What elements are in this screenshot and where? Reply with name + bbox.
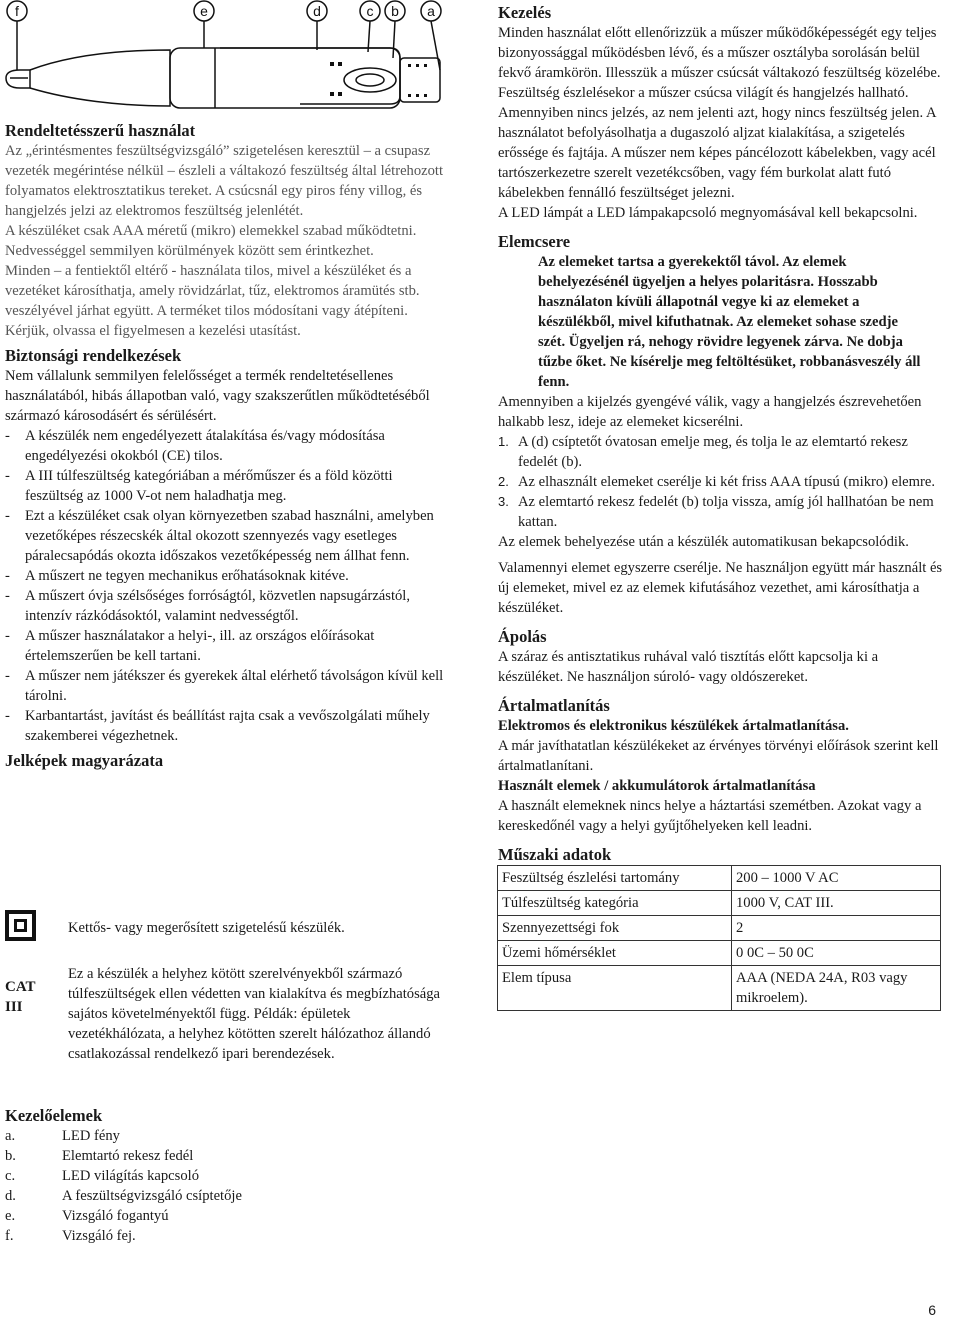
list-item: b. Elemtartó rekesz fedél [5,1148,194,1164]
list-item: d. A feszültségvizsgáló csíptetője [5,1188,242,1204]
page-number: 6 [928,1302,936,1318]
list-item: - A III túlfeszültség kategóriában a mérőműszer és a föld közötti feszültség az 1000 V-ot nem haladhatja meg. [5,468,393,504]
list-item: 2. Az elhasznált elemeket cserélje ki két friss AAA típusú (mikro) elemre. [498,474,935,490]
list-item: - A készülék nem engedélyezett átalakítása és/vagy módosítása engedélyezési okokból (CE) tilos. [5,428,385,464]
diagram-label-e: e [200,3,208,19]
safety-heading: Biztonsági rendelkezések [5,346,182,365]
table-row: Üzemi hőmérséklet 0 0C – 50 0C [498,941,941,966]
diagram-label-d: d [313,3,321,19]
table-row: Feszültség észlelési tartomány 200 – 1000 V AC [498,866,941,891]
double-insulation-text: Kettős- vagy megerősített szigetelésű készülék. [68,920,345,936]
intended-use-heading: Rendeltetésszerű használat [5,121,196,140]
diagram-label-f: f [15,3,19,19]
operation-p1: Minden használat előtt ellenőrizzük a műszer működőképességét egy teljes bizonyossággal működésben lévő, és a műszer osztályba sorolásán belül fekvő áramkörön. Illesszük a műszer csúcsát váltakozó feszültség közelébe. Feszültség észlelésekor a műszer csúcsa világít és hangjelzés hallható. Amennyiben nincs jelzés, az nem jelenti azt, hogy nincs feszültség jelen. A használatot befolyásolhatja a dugaszoló aljzat kialakítása, a szigetelés erőssége és fajtája. A műszer nem képes páncélozott kábelekben, vagy acél tartószerkezetre szerelt vezetékcsőben, vagy fém burkolat alatt futó kábelekben fennálló feszültséget jelezni. [498,25,941,201]
battery-steps [498,432,943,532]
intended-use-p1: Az „érintésmentes feszültségvizsgáló” szigetelésen keresztül – a csupasz vezeték megérintése nélkül – észleli a váltakozó feszültség által létrehozott folyamatos elektrosztatikus tereket. A csúcsnál egy piros fény villog, és hangjelzés jelzi az elektromos feszültség jelenlétét. [5,143,444,219]
list-item: 1. A (d) csíptetőt óvatosan emelje meg, és tolja le az elemtartó rekesz fedelét (b). [498,434,908,470]
specs-table [497,865,941,1011]
disposal-text1: A már javíthatatlan készülékeket az érvényes törvényi előírások szerint kell ártalmatlanítani. [498,738,939,774]
operation-p2: A LED lámpát a LED lámpakapcsoló megnyomásával kell bekapcsolni. [498,205,918,221]
list-item: - A műszer nem játékszer és gyerekek által elérhető távolságon kívül kell tárolni. [5,668,444,704]
list-item: 3. Az elemtartó rekesz fedelét (b) tolja vissza, amíg jól hallhatóan be nem kattan. [498,494,934,530]
care-text: A száraz és antisztatikus ruhával való tisztítás előtt kapcsolja ki a készüléket. Ne használjon súroló- vagy oldószereket. [498,649,879,685]
voltage-tester-drawing [0,0,450,115]
safety-list [5,426,445,746]
list-item: e. Vizsgáló fogantyú [5,1208,169,1224]
care-heading: Ápolás [498,627,547,646]
list-item: c. LED világítás kapcsoló [5,1168,199,1184]
table-row: Elem típusa AAA (NEDA 24A, R03 vagy mikroelem). [498,966,941,1011]
cat-iii-text: Ez a készülék a helyhez kötött szerelvényekből származó túlfeszültségek ellen védetten van kialakítva és megbízhatósága sajátos követelményektől függ. Példák: épületek vezetékhálózata, a helyhez kötötten szerelt hálózathoz állandó csatlakozással rendelkező ipari berendezések. [68,966,440,1062]
controls-list [5,1126,445,1246]
diagram-label-b: b [391,3,399,19]
specs-heading: Műszaki adatok [498,845,612,864]
disposal-heading: Ártalmatlanítás [498,696,610,715]
battery-after: Az elemek behelyezése után a készülék automatikusan bekapcsolódik. [498,534,909,550]
controls-heading: Kezelőelemek [5,1106,103,1125]
list-item: f. Vizsgáló fej. [5,1228,136,1244]
diagram-label-a: a [427,3,435,19]
list-item: - A műszer használatakor a helyi-, ill. az országos előírásokat értelemszerűen be kell tartani. [5,628,375,664]
battery-note: Valamennyi elemet egyszerre cserélje. Ne használjon együtt már használt és új elemeket, mivel ez az elemek kifutásához vezethet, ami károsíthatja a készüléket. [498,560,943,616]
list-item: - Ezt a készüléket csak olyan környezetben szabad használni, amelyben vezetőképes részecskék által okozott szennyezés vagy esetleges páralecsapódás okozta időszakos vezetőképesség nem állhat fenn. [5,508,434,564]
cat-iii-label: CAT III [5,979,36,1015]
table-row: Túlfeszültség kategória 1000 V, CAT III. [498,891,941,916]
disposal-sub1: Elektromos és elektronikus készülékek ártalmatlanítása. [498,718,849,734]
double-insulation-icon [5,910,36,941]
intended-use-p2: A készüléket csak AAA méretű (mikro) elemekkel szabad működtetni. Nedvességgel semmilyen körülmények között sem érintkezhet. [5,223,417,259]
disposal-sub2: Használt elemek / akkumulátorok ártalmatlanítása [498,778,816,794]
table-row: Szennyezettségi fok 2 [498,916,941,941]
list-item: a. LED fény [5,1128,120,1144]
operation-heading: Kezelés [498,3,552,22]
intended-use-p3: Minden – a fentiektől eltérő - használata tilos, mivel a készüléket és a vezetéket károsíthatja, amely rövidzárlat, tűz, elektromos áramütés stb. veszélyével járhat együtt. A terméket tilos módosítani vagy átépíteni. Kérjük, olvassa el figyelmesen a kezelési utasítást. [5,263,420,339]
list-item: - A műszert óvja szélsőséges forróságtól, közvetlen napsugárzástól, intenzív rázkódásoktól, valamint nedvességtől. [5,588,411,624]
battery-intro: Amennyiben a kijelzés gyengévé válik, vagy a hangjelzés észrevehetően halkabb lesz, ideje az elemeket kicserélni. [498,394,922,430]
battery-heading: Elemcsere [498,232,571,251]
safety-intro: Nem vállalunk semmilyen felelősséget a termék rendeltetésellenes használatából, hibás állapotban való, vagy szakszerűtlen működtetéséből származó károsodásért és sérülésért. [5,368,430,424]
symbols-heading: Jelképek magyarázata [5,751,164,770]
device-diagram [0,0,450,115]
diagram-label-c: c [366,3,374,19]
list-item: - Karbantartást, javítást és beállítást rajta csak a vevőszolgálati műhely szakemberei végezhetnek. [5,708,430,744]
disposal-text2: A használt elemeknek nincs helye a háztartási szemétben. Azokat vagy a kereskedőnél vagy a helyi gyűjtőhelyeken kell leadni. [498,798,922,834]
battery-warning: Az elemeket tartsa a gyerekektől távol. Az elemek behelyezésénél ügyeljen a helyes polaritásra. Hosszabb használaton kívüli állapotnál vegye ki az elemeket a készülékből, mivel kifuthatnak. Az elemeket sohase szedje szét. Ügyeljen rá, nehogy rövidre legyenek zárva. Ne dobja tűzbe őket. Ne kísérelje meg feltöltésüket, robbanásveszély áll fenn. [538,254,921,390]
list-item: - A műszert ne tegyen mechanikus erőhatásoknak kitéve. [5,568,349,584]
